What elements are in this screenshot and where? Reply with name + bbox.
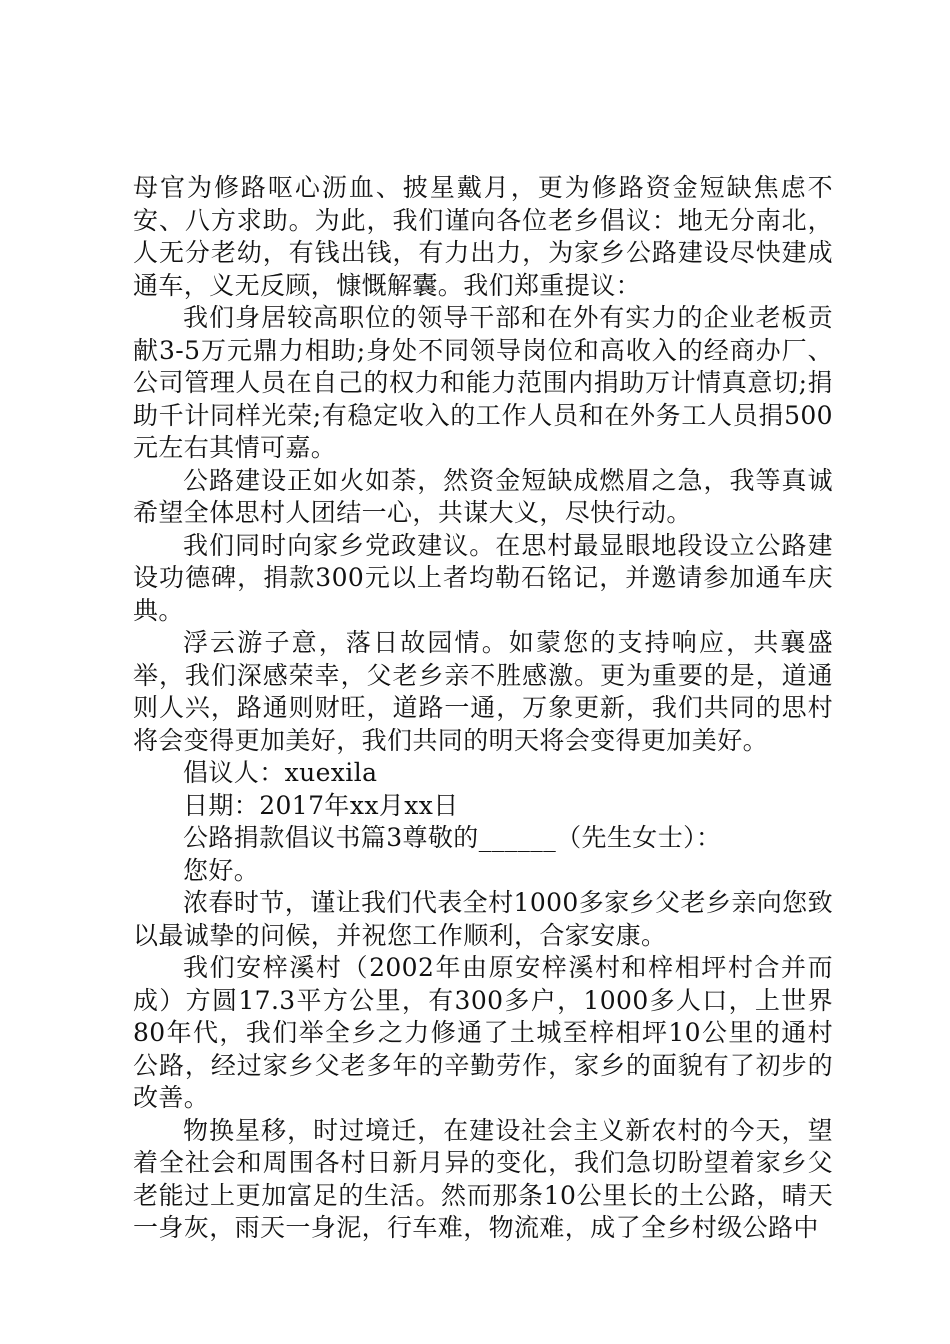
- document-body: [133, 172, 833, 1245]
- paragraph-1: 母官为修路呕心沥血、披星戴月，更为修路资金短缺焦虑不安、八方求助。为此，我们谨向各位老乡倡议：地无分南北，人无分老幼，有钱出钱，有力出力，为家乡公路建设尽快建成通车，义无反顾，慷慨解囊。我们郑重提议：: [133, 173, 833, 300]
- paragraph-4: 我们同时向家乡党政建议。在思村最显眼地段设立公路建设功德碑，捐款300元以上者均勒石铭记，并邀请参加通车庆典。: [133, 530, 833, 625]
- paragraph-11: 我们安梓溪村（2002年由原安梓溪村和梓相坪村合并而成）方圆17.3平方公里，有300多户，1000多人口，上世界80年代，我们举全乡之力修通了土城至梓相坪10公里的通村公路，经过家乡父老多年的辛勤劳作，家乡的面貌有了初步的改善。: [133, 953, 833, 1112]
- paragraph-12: 物换星移，时过境迁，在建设社会主义新农村的今天，望着全社会和周围各村日新月异的变化，我们急切盼望着家乡父老能过上更加富足的生活。然而那条10公里长的土公路，晴天一身灰，雨天一身泥，行车难，物流难，成了全乡村级公路中: [133, 1115, 833, 1242]
- date-line: 日期：2017年xx月xx日: [183, 790, 459, 820]
- salutation-line: 公路捐款倡议书篇3尊敬的______（先生女士）：: [183, 823, 722, 852]
- paragraph-2: 我们身居较高职位的领导干部和在外有实力的企业老板贡献3-5万元鼎力相助;身处不同领导岗位和高收入的经商办厂、公司管理人员在自己的权力和能力范围内捐助万计情真意切;捐助千计同样光荣;有稳定收入的工作人员和在外务工人员捐500元左右其情可嘉。: [133, 303, 833, 462]
- signatory-line: 倡议人：xuexila: [183, 758, 378, 787]
- paragraph-5: 浮云游子意，落日故园情。如蒙您的支持响应，共襄盛举，我们深感荣幸，父老乡亲不胜感激。更为重要的是，道通则人兴，路通则财旺，道路一通，万象更新，我们共同的思村将会变得更加美好，我们共同的明天将会变得更加美好。: [133, 628, 833, 755]
- greeting-line: 您好。: [183, 855, 260, 885]
- paragraph-10: 浓春时节，谨让我们代表全村1000多家乡父老乡亲向您致以最诚挚的问候，并祝您工作顺利，合家安康。: [133, 888, 833, 950]
- paragraph-3: 公路建设正如火如荼，然资金短缺成燃眉之急，我等真诚希望全体思村人团结一心，共谋大义，尽快行动。: [133, 465, 833, 527]
